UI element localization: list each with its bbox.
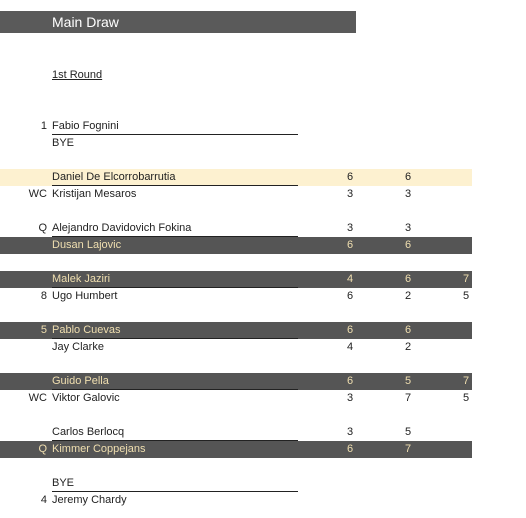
player-seed: 5 [40, 324, 47, 336]
player-row [0, 288, 472, 305]
winner-row [0, 441, 472, 458]
set-score: 4 [346, 273, 354, 285]
winner-row [0, 322, 472, 339]
player-name: Carlos Berlocq [52, 424, 298, 441]
player-name: BYE [52, 137, 75, 149]
player-name: Jeremy Chardy [52, 494, 127, 506]
set-score: 6 [346, 171, 354, 183]
set-score: 5 [404, 375, 412, 387]
player-name: Jay Clarke [52, 341, 104, 353]
set-score: 7 [404, 392, 412, 404]
set-score: 6 [346, 290, 354, 302]
player-name: Kimmer Coppejans [52, 443, 146, 455]
player-row [0, 492, 472, 509]
set-score: 6 [404, 324, 412, 336]
set-score: 5 [462, 392, 470, 404]
player-name: Alejandro Davidovich Fokina [52, 220, 298, 237]
player-seed: WC [28, 392, 47, 404]
set-score: 3 [404, 222, 412, 234]
draw-title: Main Draw [52, 14, 119, 30]
player-seed: Q [38, 443, 47, 455]
player-name: Guido Pella [52, 373, 298, 390]
player-name: Viktor Galovic [52, 392, 120, 404]
set-score: 3 [346, 222, 354, 234]
set-score: 6 [404, 171, 412, 183]
set-score: 2 [404, 290, 412, 302]
set-score: 4 [346, 341, 354, 353]
player-name: Pablo Cuevas [52, 322, 298, 339]
player-name: Dusan Lajovic [52, 239, 122, 251]
set-score: 6 [404, 239, 412, 251]
set-score: 5 [462, 290, 470, 302]
player-seed: 1 [40, 120, 47, 132]
player-row [0, 390, 472, 407]
player-row [0, 339, 472, 356]
set-score: 6 [346, 239, 354, 251]
player-row [0, 135, 472, 152]
winner-row [0, 169, 472, 186]
player-row [0, 118, 472, 135]
player-name: Daniel De Elcorrobarrutia [52, 169, 298, 186]
player-seed: WC [28, 188, 47, 200]
player-name: BYE [52, 475, 298, 492]
set-score: 6 [346, 375, 354, 387]
player-name: Ugo Humbert [52, 290, 118, 302]
set-score: 6 [346, 443, 354, 455]
set-score: 6 [404, 273, 412, 285]
set-score: 2 [404, 341, 412, 353]
winner-row [0, 237, 472, 254]
player-seed: Q [38, 222, 47, 234]
set-score: 3 [346, 392, 354, 404]
set-score: 5 [404, 426, 412, 438]
set-score: 7 [462, 375, 470, 387]
set-score: 7 [404, 443, 412, 455]
set-score: 3 [346, 426, 354, 438]
player-seed: 8 [40, 290, 47, 302]
set-score: 7 [462, 273, 470, 285]
player-row [0, 220, 472, 237]
player-name: Fabio Fognini [52, 118, 298, 135]
player-row [0, 186, 472, 203]
set-score: 3 [404, 188, 412, 200]
player-seed: 4 [40, 494, 47, 506]
player-name: Malek Jaziri [52, 271, 298, 288]
set-score: 3 [346, 188, 354, 200]
player-name: Kristijan Mesaros [52, 188, 137, 200]
winner-row [0, 373, 472, 390]
winner-row [0, 271, 472, 288]
set-score: 6 [346, 324, 354, 336]
player-row [0, 424, 472, 441]
draw-header [0, 11, 356, 33]
round-label: 1st Round [52, 69, 103, 81]
player-row [0, 475, 472, 492]
